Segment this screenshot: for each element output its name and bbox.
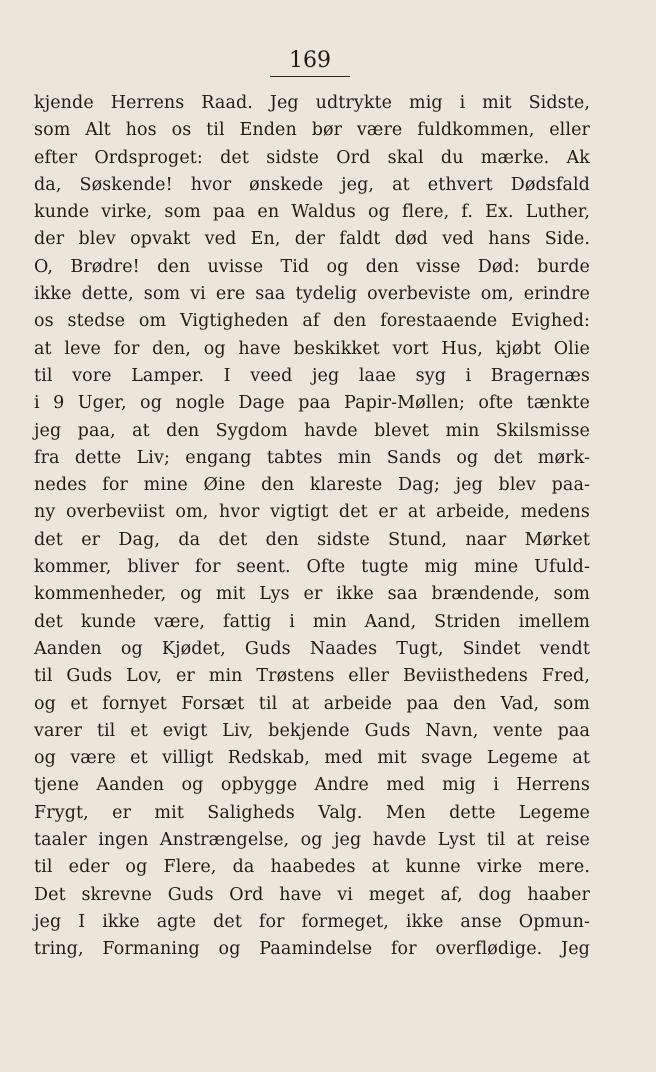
text-line: ny overbeviist om, hvor vigtigt det er at arbeide, medens — [34, 502, 590, 523]
text-line: at leve for den, og have beskikket vort Hus, kjøbt Olie — [34, 338, 590, 359]
text-line: kommenheder, og mit Lys er ikke saa brændende, som — [34, 584, 590, 605]
page-number: 169 — [289, 48, 331, 73]
text-line: fra dette Liv; engang tabtes min Sands og det mørk- — [34, 447, 590, 468]
header-rule — [270, 76, 350, 77]
text-line: jeg paa, at den Sygdom havde blevet min Skilsmisse — [34, 420, 590, 441]
text-line: som Alt hos os til Enden bør være fuldkommen, eller — [34, 120, 590, 141]
text-line: tring, Formaning og Paamindelse for overflødige. Jeg — [34, 939, 590, 960]
text-line: til vore Lamper. I veed jeg laae syg i Bragernæs — [34, 365, 590, 386]
text-line: jeg I ikke agte det for formeget, ikke anse Opmun- — [34, 911, 590, 932]
text-line: til Guds Lov, er min Trøstens eller Beviisthedens Fred, — [34, 666, 590, 687]
text-line: nedes for mine Øine den klareste Dag; jeg blev paa- — [34, 475, 590, 496]
text-line: Frygt, er mit Saligheds Valg. Men dette Legeme — [34, 802, 590, 823]
text-line: Det skrevne Guds Ord have vi meget af, dog haaber — [34, 884, 590, 905]
text-line: tjene Aanden og opbygge Andre med mig i Herrens — [34, 775, 590, 796]
text-line: til eder og Flere, da haabedes at kunne virke mere. — [34, 857, 590, 878]
text-line: O, Brødre! den uvisse Tid og den visse Død: burde — [34, 256, 590, 277]
text-line: der blev opvakt ved En, der faldt død ved hans Side. — [34, 229, 590, 250]
text-line: efter Ordsproget: det sidste Ord skal du mærke. Ak — [34, 147, 590, 168]
text-line: ikke dette, som vi ere saa tydelig overbeviste om, erindre — [34, 284, 590, 305]
text-line: det kunde være, fattig i min Aand, Striden imellem — [34, 611, 590, 632]
text-line: Aanden og Kjødet, Guds Naades Tugt, Sindet vendt — [34, 638, 590, 659]
text-line: varer til et evigt Liv, bekjende Guds Navn, vente paa — [34, 720, 590, 741]
text-line: i 9 Uger, og nogle Dage paa Papir-Møllen; ofte tænkte — [34, 393, 590, 414]
text-line: og være et villigt Redskab, med mit svage Legeme at — [34, 748, 590, 769]
text-line: kunde virke, som paa en Waldus og flere, f. Ex. Luther, — [34, 202, 590, 223]
text-line: taaler ingen Anstrængelse, og jeg havde Lyst til at reise — [34, 830, 590, 851]
text-line: det er Dag, da det den sidste Stund, naar Mørket — [34, 529, 590, 550]
body-text — [34, 90, 590, 964]
text-line: kommer, bliver for seent. Ofte tugte mig mine Ufuld- — [34, 557, 590, 578]
text-line: kjende Herrens Raad. Jeg udtrykte mig i mit Sidste, — [34, 93, 590, 113]
text-line: os stedse om Vigtigheden af den forestaaende Evighed: — [34, 311, 590, 332]
text-line: og et fornyet Forsæt til at arbeide paa den Vad, som — [34, 693, 590, 714]
text-line: da, Søskende! hvor ønskede jeg, at ethvert Dødsfald — [34, 174, 590, 195]
